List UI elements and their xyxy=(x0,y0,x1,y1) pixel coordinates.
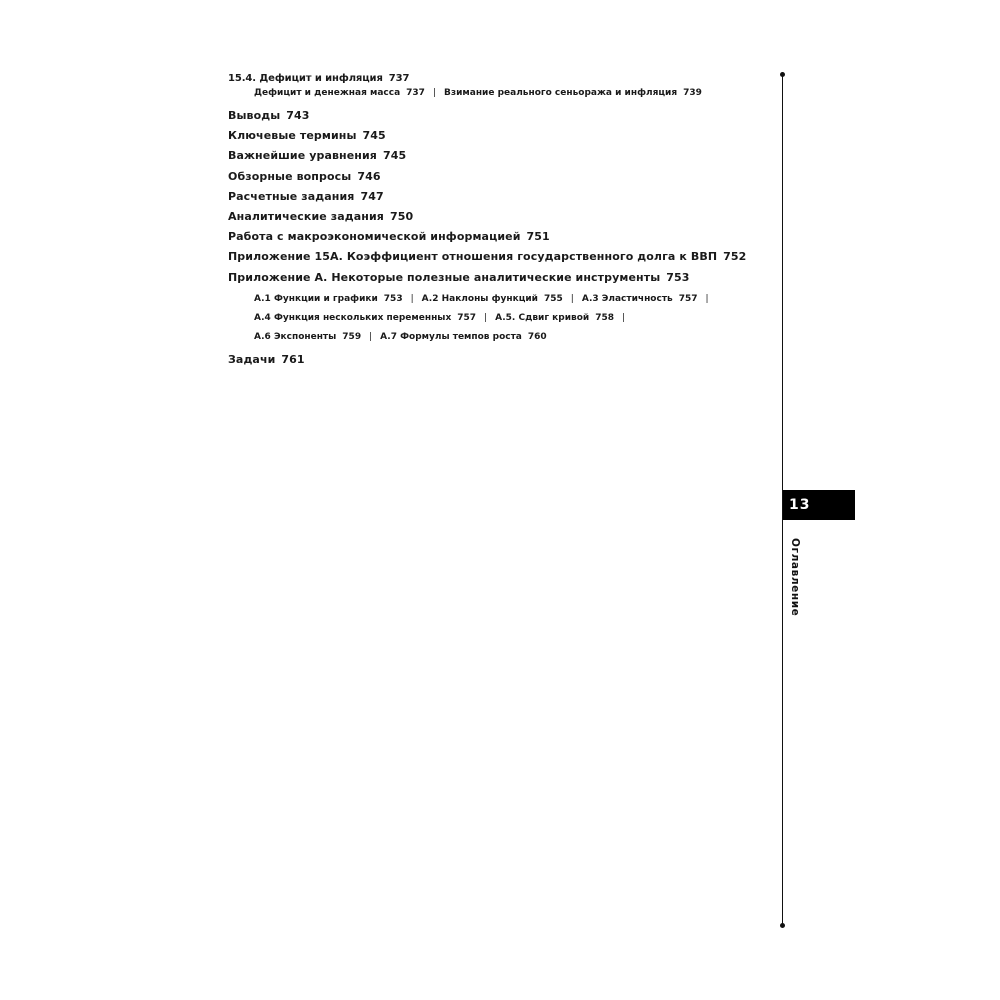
toc-page-number: 760 xyxy=(527,332,547,343)
toc-subsection-title: A.1 Функции и графики xyxy=(254,293,378,304)
toc-subsection-title: A.5. Сдвиг кривой xyxy=(495,313,590,324)
toc-entry xyxy=(228,146,768,166)
toc-page-number: 745 xyxy=(362,129,386,143)
toc-subsection-title: Дефицит и денежная масса xyxy=(254,88,401,98)
toc-subsection-title: Взимание реального сеньоража и инфляция xyxy=(444,88,678,98)
toc-subsection-title: A.3 Эластичность xyxy=(581,293,673,304)
toc-subsection-line xyxy=(228,86,768,100)
toc-entry-title: Работа с макроэкономической информацией xyxy=(228,230,521,244)
toc-subsection-title: A.4 Функция нескольких переменных xyxy=(254,313,452,324)
toc-page-number: 746 xyxy=(357,169,381,183)
toc-separator: | xyxy=(369,332,373,343)
toc-page-number: 745 xyxy=(382,149,407,163)
toc-entry xyxy=(228,268,768,288)
toc-separator: | xyxy=(705,293,709,304)
toc-entry xyxy=(228,350,768,370)
rule-top-dot xyxy=(780,72,785,77)
toc-entry xyxy=(228,207,768,227)
toc-entry-title: Выводы xyxy=(228,109,281,122)
toc-separator: | xyxy=(484,313,488,324)
toc-subsection-line xyxy=(254,309,768,328)
toc-page-number: 753 xyxy=(666,270,690,284)
toc-separator: | xyxy=(622,313,626,324)
toc-entry xyxy=(228,187,768,207)
rule-bottom-dot xyxy=(780,923,785,928)
page-number-tab xyxy=(783,490,855,520)
toc-page-number: 757 xyxy=(457,313,477,324)
toc-page-number: 753 xyxy=(383,293,403,304)
toc-entry xyxy=(228,227,768,247)
toc-entry xyxy=(228,167,768,187)
running-header-label: Оглавление xyxy=(789,538,801,617)
toc-entry xyxy=(228,106,768,126)
toc-page-number: 752 xyxy=(723,250,747,264)
toc-page-number: 750 xyxy=(389,209,414,223)
toc-entry-title: Аналитические задания xyxy=(228,209,384,223)
toc-entry-title: Ключевые термины xyxy=(228,129,357,143)
toc-subsection-line xyxy=(254,290,768,309)
toc-entry xyxy=(228,247,768,267)
page-number: 13 xyxy=(789,497,811,513)
toc-entry-title: Приложение А. Некоторые полезные аналитические инструменты xyxy=(228,270,661,284)
toc-page-number: 758 xyxy=(595,313,615,324)
toc-page-number: 739 xyxy=(683,88,702,98)
toc-page-number: 751 xyxy=(526,230,550,244)
toc-page-number: 757 xyxy=(678,293,698,304)
toc-section xyxy=(228,72,768,86)
toc-page-number: 761 xyxy=(281,352,305,366)
toc-page-number: 737 xyxy=(388,73,410,84)
toc-page-number: 747 xyxy=(360,189,384,203)
toc-subsection-title: A.6 Экспоненты xyxy=(254,332,337,343)
toc-entry xyxy=(228,126,768,146)
table-of-contents xyxy=(228,72,768,370)
toc-page-number: 755 xyxy=(543,293,563,304)
toc-subsection-title: A.2 Наклоны функций xyxy=(421,293,538,304)
toc-section-title: 15.4. Дефицит и инфляция xyxy=(228,73,383,84)
toc-subsection-line xyxy=(254,328,768,347)
toc-entry-title: Приложение 15А. Коэффициент отношения государственного долга к ВВП xyxy=(228,250,718,264)
toc-page-number: 737 xyxy=(406,88,425,98)
toc-page-number: 743 xyxy=(286,109,310,122)
toc-page-number: 759 xyxy=(342,332,362,343)
toc-entry-title: Задачи xyxy=(228,352,276,366)
toc-appendix-subsections xyxy=(228,288,768,348)
toc-subsection-title: A.7 Формулы темпов роста xyxy=(380,332,522,343)
toc-entry-title: Важнейшие уравнения xyxy=(228,149,377,163)
toc-separator: | xyxy=(570,293,574,304)
toc-separator: | xyxy=(410,293,414,304)
toc-entry-title: Обзорные вопросы xyxy=(228,169,352,183)
toc-separator: | xyxy=(432,88,436,98)
toc-entry-title: Расчетные задания xyxy=(228,189,355,203)
